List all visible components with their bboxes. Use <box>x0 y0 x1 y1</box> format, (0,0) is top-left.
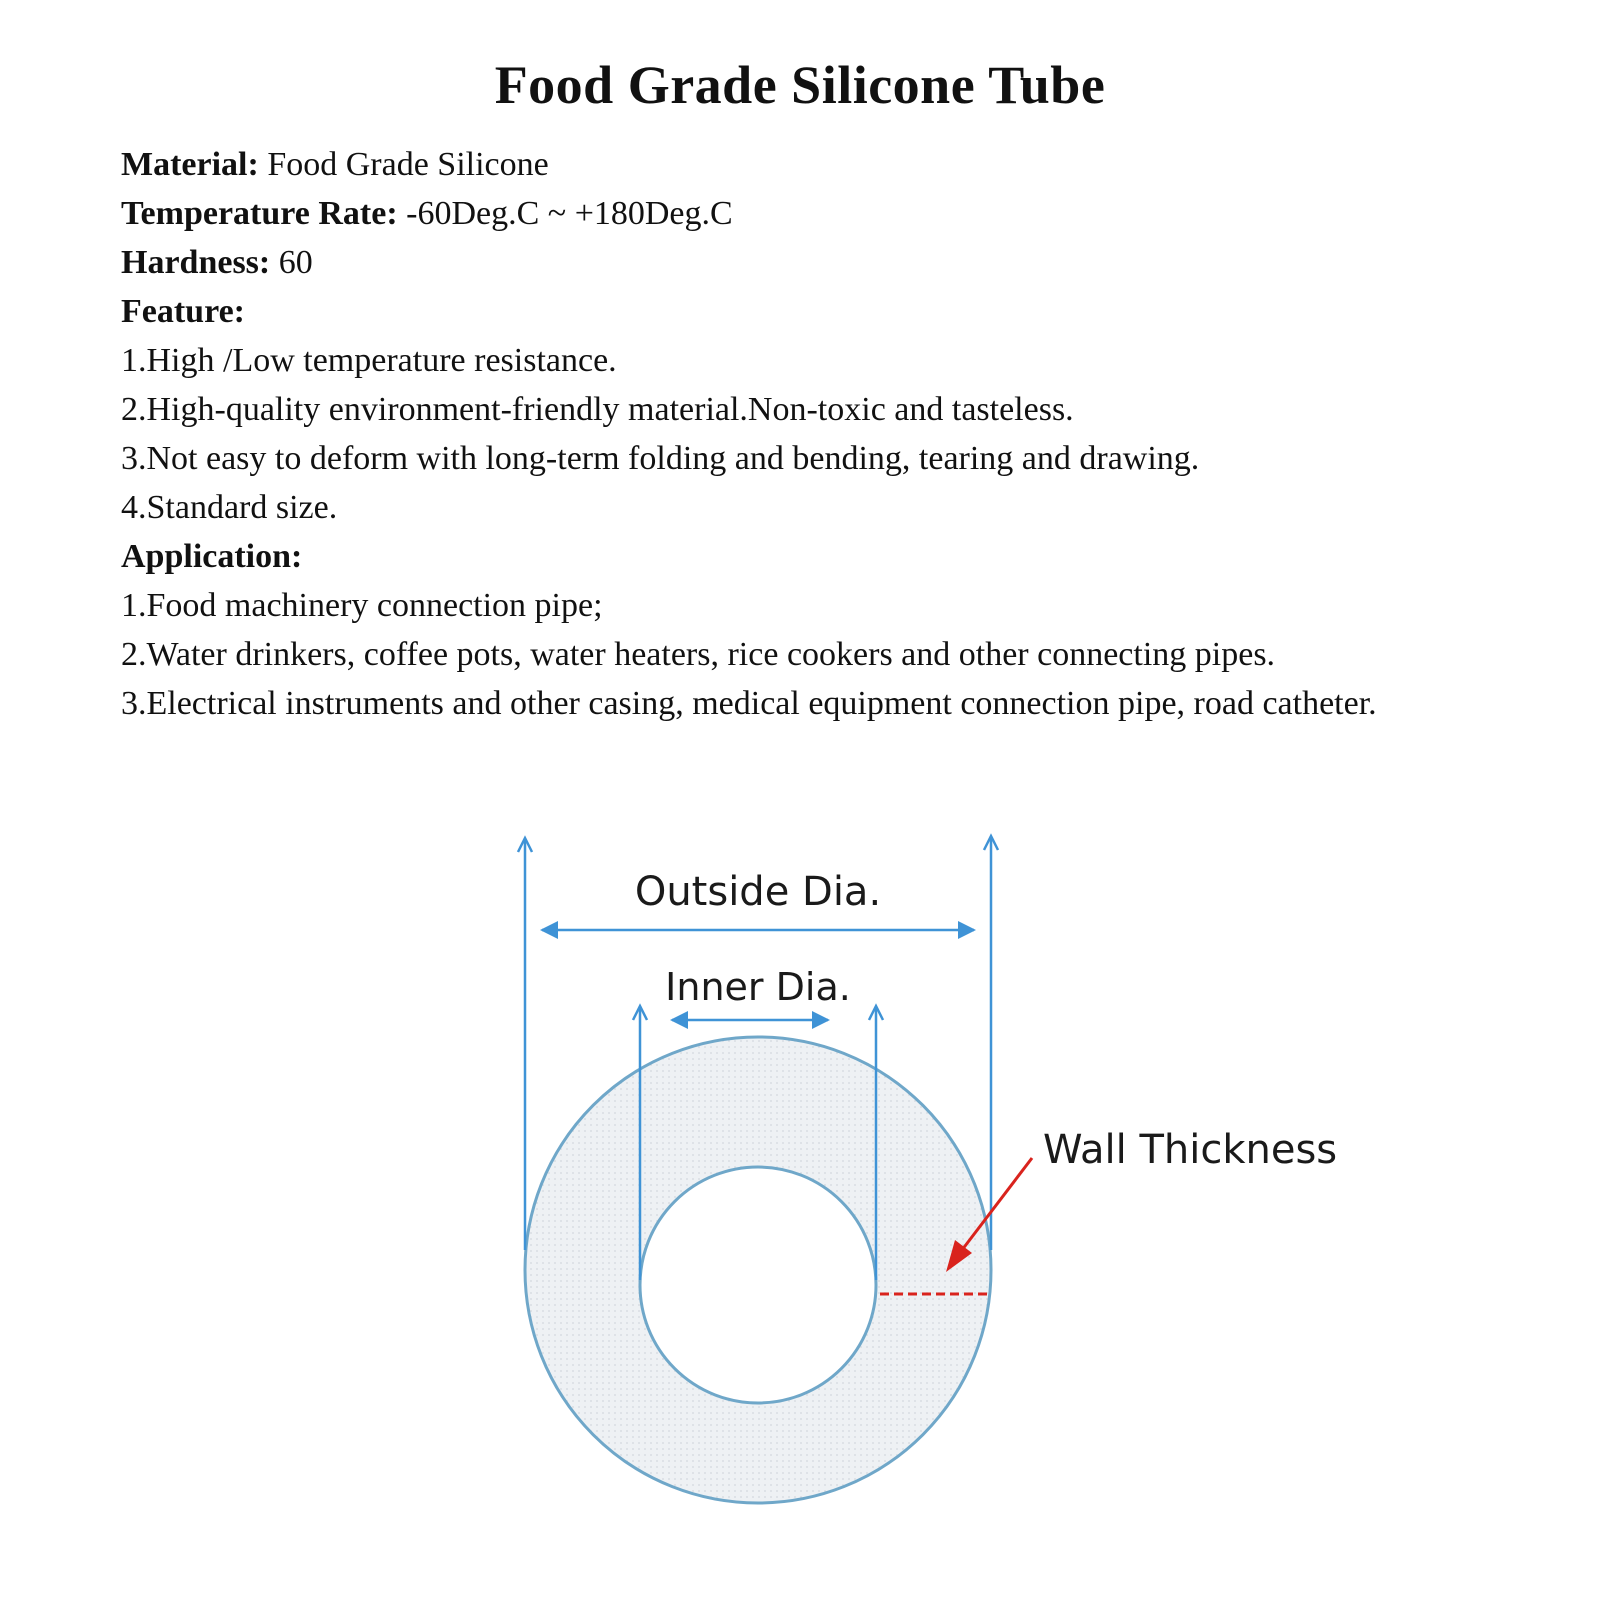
application-item: 3.Electrical instruments and other casing, medical equipment connection pipe, road catheter. <box>121 685 1377 722</box>
spec-temperature-value: -60Deg.C ~ +180Deg.C <box>406 195 733 232</box>
inner-dia-arrow-right-head <box>812 1011 830 1029</box>
spec-hardness-value: 60 <box>278 244 313 281</box>
feature-item: 1.High /Low temperature resistance. <box>121 342 617 379</box>
spec-material-value: Food Grade Silicone <box>267 146 549 183</box>
wall-thickness-label: Wall Thickness <box>1043 1127 1338 1173</box>
application-item: 1.Food machinery connection pipe; <box>121 587 603 624</box>
feature-heading-text: Feature: <box>121 293 245 330</box>
inner-dia-label: Inner Dia. <box>665 965 851 1009</box>
page-title: Food Grade Silicone Tube <box>494 55 1106 115</box>
tube-inner-circle <box>640 1167 876 1403</box>
application-heading-text: Application: <box>121 538 303 575</box>
feature-item: 4.Standard size. <box>121 489 338 526</box>
application-item: 2.Water drinkers, coffee pots, water heaters, rice cookers and other connecting pipes. <box>121 636 1276 673</box>
feature-item: 3.Not easy to deform with long-term folding and bending, tearing and drawing. <box>121 440 1200 477</box>
inner-dia-arrow-left-head <box>670 1011 688 1029</box>
outside-dia-arrow-right-head <box>958 921 976 939</box>
outside-dia-arrow-left-head <box>540 921 558 939</box>
feature-item: 2.High-quality environment-friendly material.Non-toxic and tasteless. <box>121 391 1074 428</box>
spec-material-label: Material: <box>121 146 259 183</box>
outside-dia-label: Outside Dia. <box>634 869 882 915</box>
spec-hardness-label: Hardness: <box>121 244 271 281</box>
spec-temperature-label: Temperature Rate: <box>121 195 398 232</box>
